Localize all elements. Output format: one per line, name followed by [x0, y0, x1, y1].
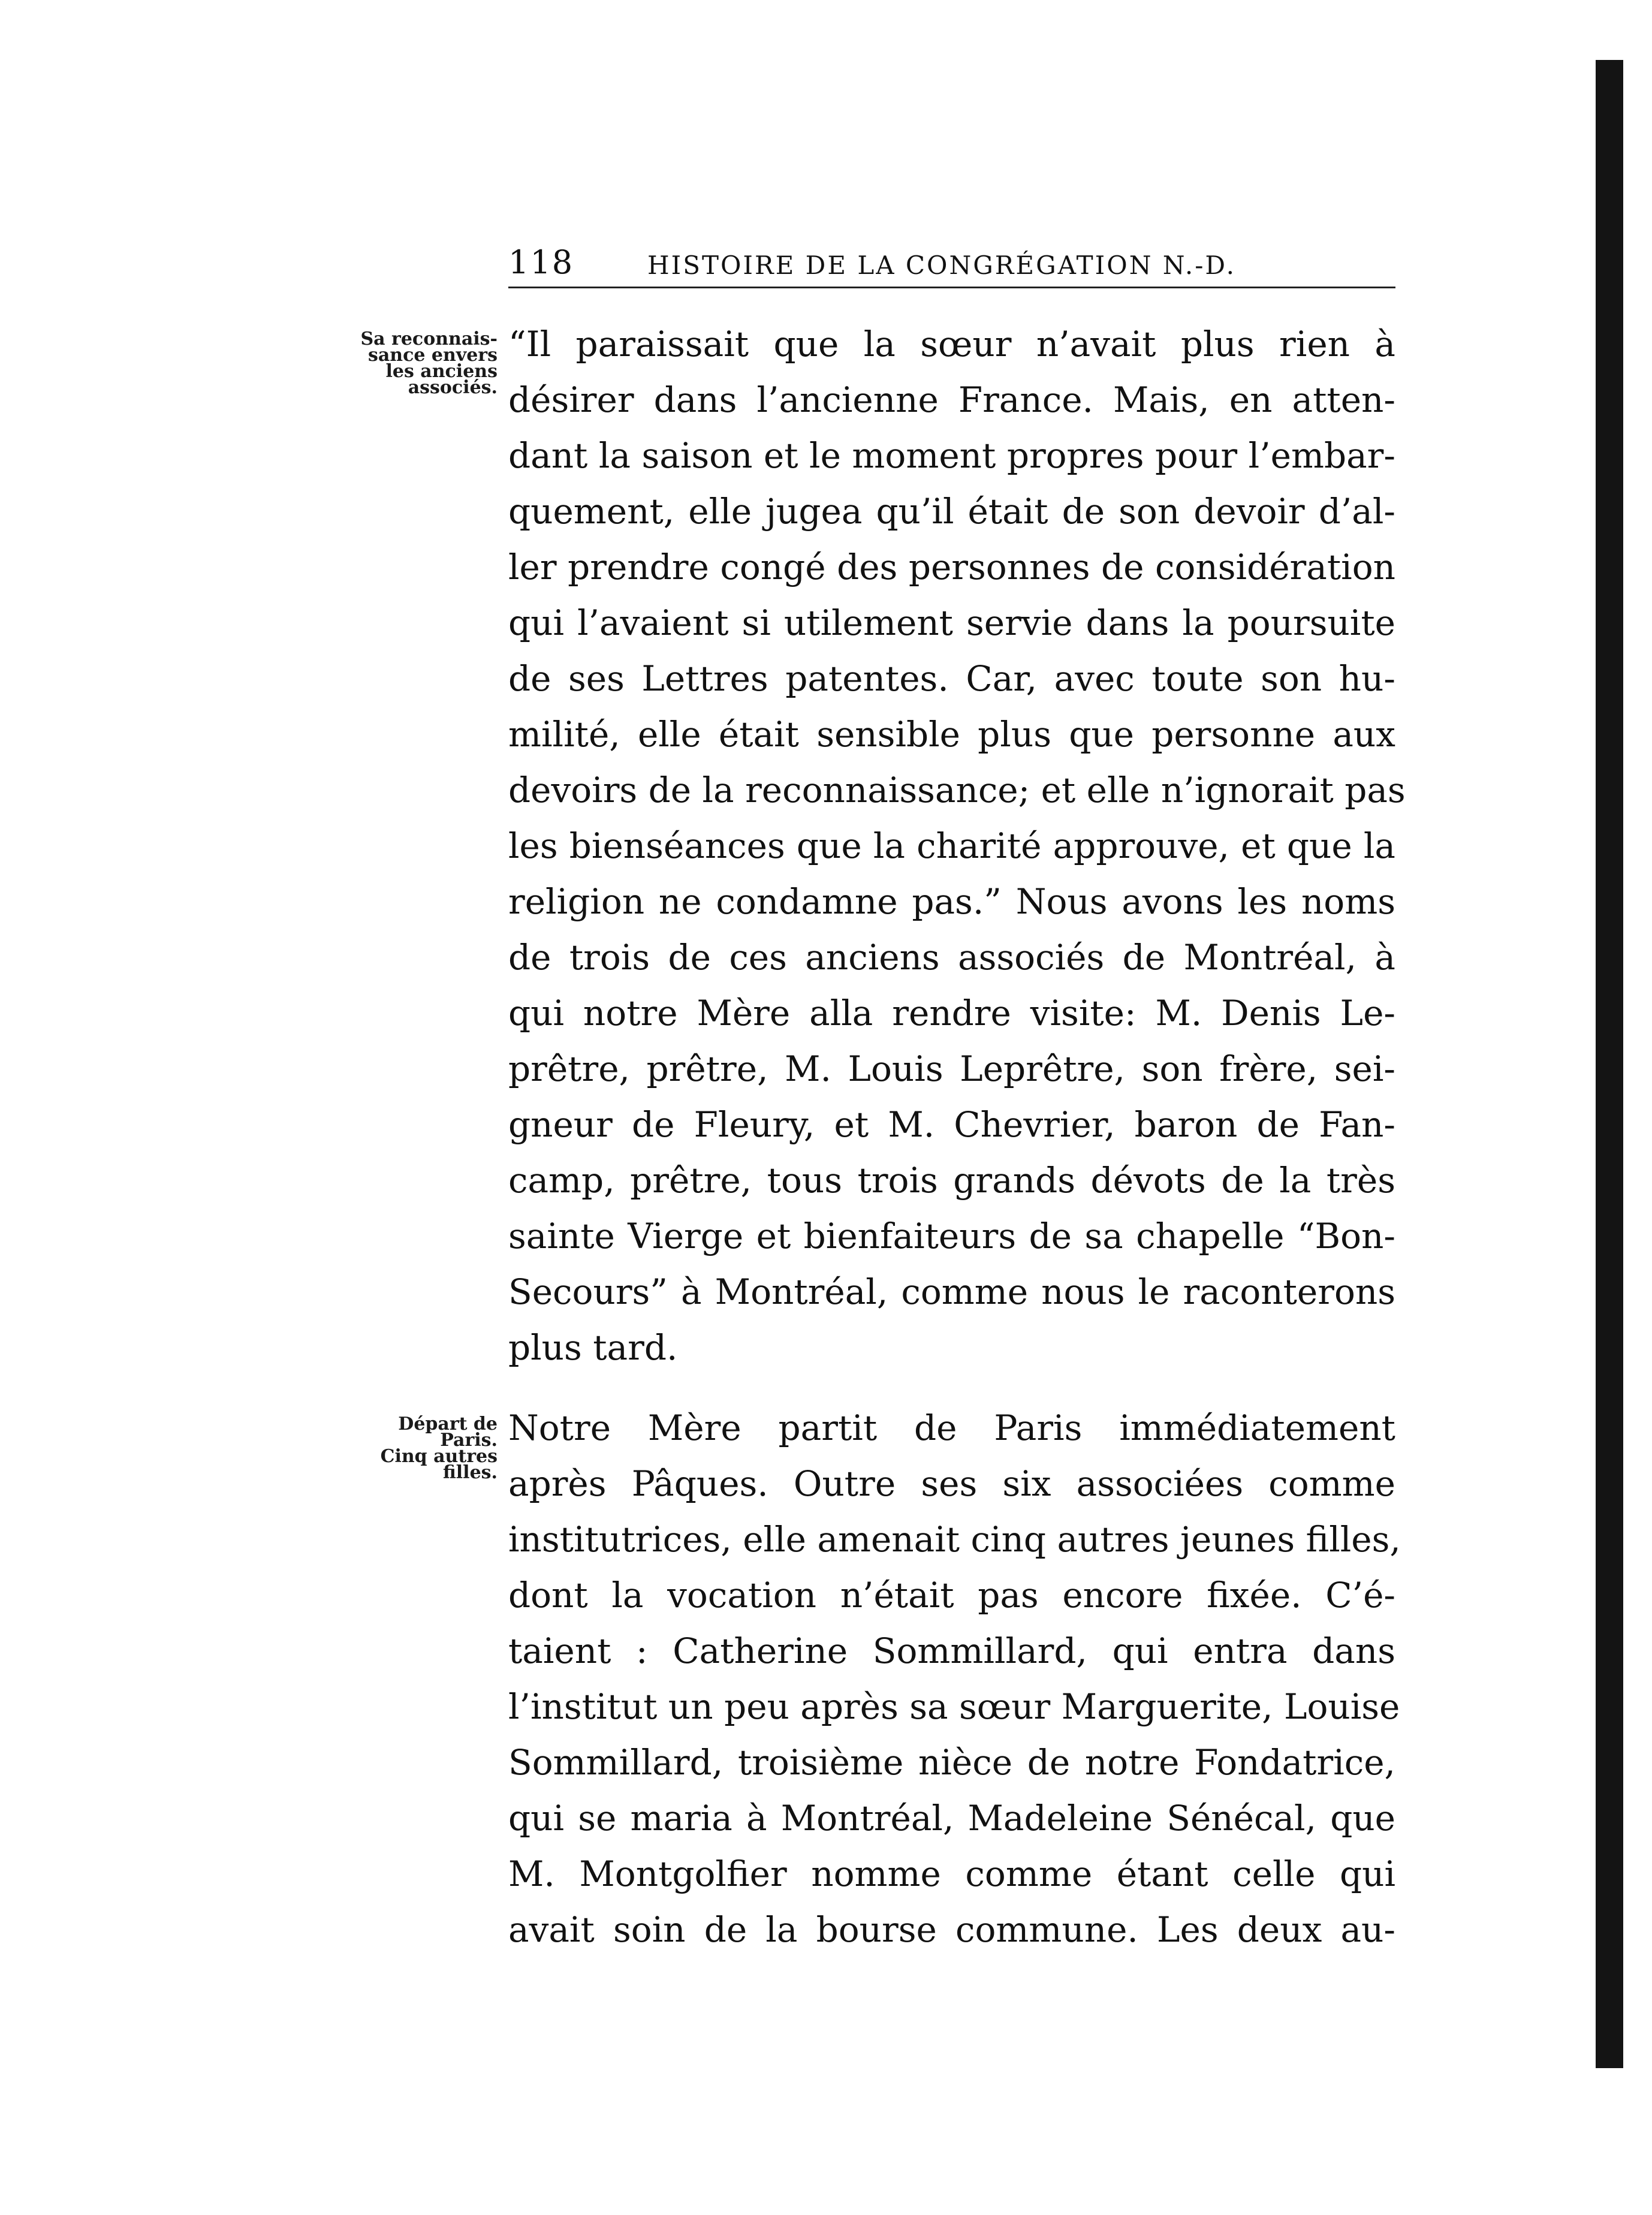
text-line: quement, elle jugea qu’il était de son devoir d’al-: [508, 491, 1395, 532]
margin-note-line: Cinq autres: [380, 1446, 498, 1467]
text-line: sainte Vierge et bienfaiteurs de sa chapelle “Bon-: [508, 1216, 1395, 1256]
text-line: les bienséances que la charité approuve, et que la: [508, 825, 1395, 866]
text-line: l’institut un peu après sa sœur Marguerite, Louise: [508, 1686, 1400, 1727]
margin-note-line: Paris.: [440, 1430, 498, 1451]
page-number: 118: [508, 243, 574, 281]
text-line: prêtre, prêtre, M. Louis Leprêtre, son frère, sei-: [508, 1048, 1395, 1089]
text-line: M. Montgolfier nomme comme étant celle qui: [508, 1854, 1395, 1894]
text-line: dant la saison et le moment propres pour l’embar-: [508, 435, 1395, 476]
text-line: Notre Mère partit de Paris immédiatement: [508, 1408, 1395, 1448]
margin-note-depart: [300, 1416, 498, 1481]
paragraph-2: [508, 1400, 1401, 1958]
text-line: Sommillard, troisième nièce de notre Fondatrice,: [508, 1742, 1395, 1783]
text-line: qui l’avaient si utilement servie dans la poursuite: [508, 602, 1395, 643]
text-line: gneur de Fleury, et M. Chevrier, baron de Fan-: [508, 1104, 1395, 1145]
margin-note-line: les anciens: [385, 361, 498, 382]
text-line: après Pâques. Outre ses six associées comme: [508, 1463, 1395, 1504]
paragraph-1: [508, 317, 1406, 1376]
text-line: de trois de ces anciens associés de Montréal, à: [508, 937, 1395, 978]
text-line: qui se maria à Montréal, Madeleine Sénécal, que: [508, 1798, 1395, 1839]
text-line: devoirs de la reconnaissance; et elle n’ignorait pas: [508, 770, 1406, 810]
margin-note-line: associés.: [408, 377, 498, 398]
margin-note-line: sance envers: [367, 345, 498, 366]
text-line: plus tard.: [508, 1327, 678, 1368]
page-header: [508, 233, 1395, 288]
running-title: HISTOIRE DE LA CONGRÉGATION N.-D.: [647, 251, 1236, 280]
margin-note-reconnaissance: [300, 331, 498, 396]
text-line: “Il paraissait que la sœur n’avait plus rien à: [508, 324, 1395, 364]
text-line: ler prendre congé des personnes de considération: [508, 547, 1395, 587]
scan-binding-edge: [1596, 60, 1623, 2068]
text-line: qui notre Mère alla rendre visite: M. Denis Le-: [508, 993, 1395, 1033]
text-line: taient : Catherine Sommillard, qui entra dans: [508, 1631, 1395, 1671]
text-line: dont la vocation n’était pas encore fixée. C’é-: [508, 1575, 1395, 1616]
text-line: de ses Lettres patentes. Car, avec toute son hu-: [508, 658, 1395, 699]
text-line: milité, elle était sensible plus que personne aux: [508, 714, 1395, 755]
margin-note-line: Départ de: [398, 1414, 498, 1435]
text-line: religion ne condamne pas.” Nous avons les noms: [508, 881, 1395, 922]
text-line: institutrices, elle amenait cinq autres jeunes filles,: [508, 1519, 1401, 1560]
text-line: avait soin de la bourse commune. Les deux au-: [508, 1909, 1395, 1950]
text-line: camp, prêtre, tous trois grands dévots de la très: [508, 1160, 1395, 1201]
margin-note-line: filles.: [442, 1462, 498, 1483]
text-line: Secours” à Montréal, comme nous le raconterons: [508, 1271, 1395, 1312]
text-line: désirer dans l’ancienne France. Mais, en atten-: [508, 379, 1395, 420]
margin-note-line: Sa reconnais-: [360, 329, 498, 349]
